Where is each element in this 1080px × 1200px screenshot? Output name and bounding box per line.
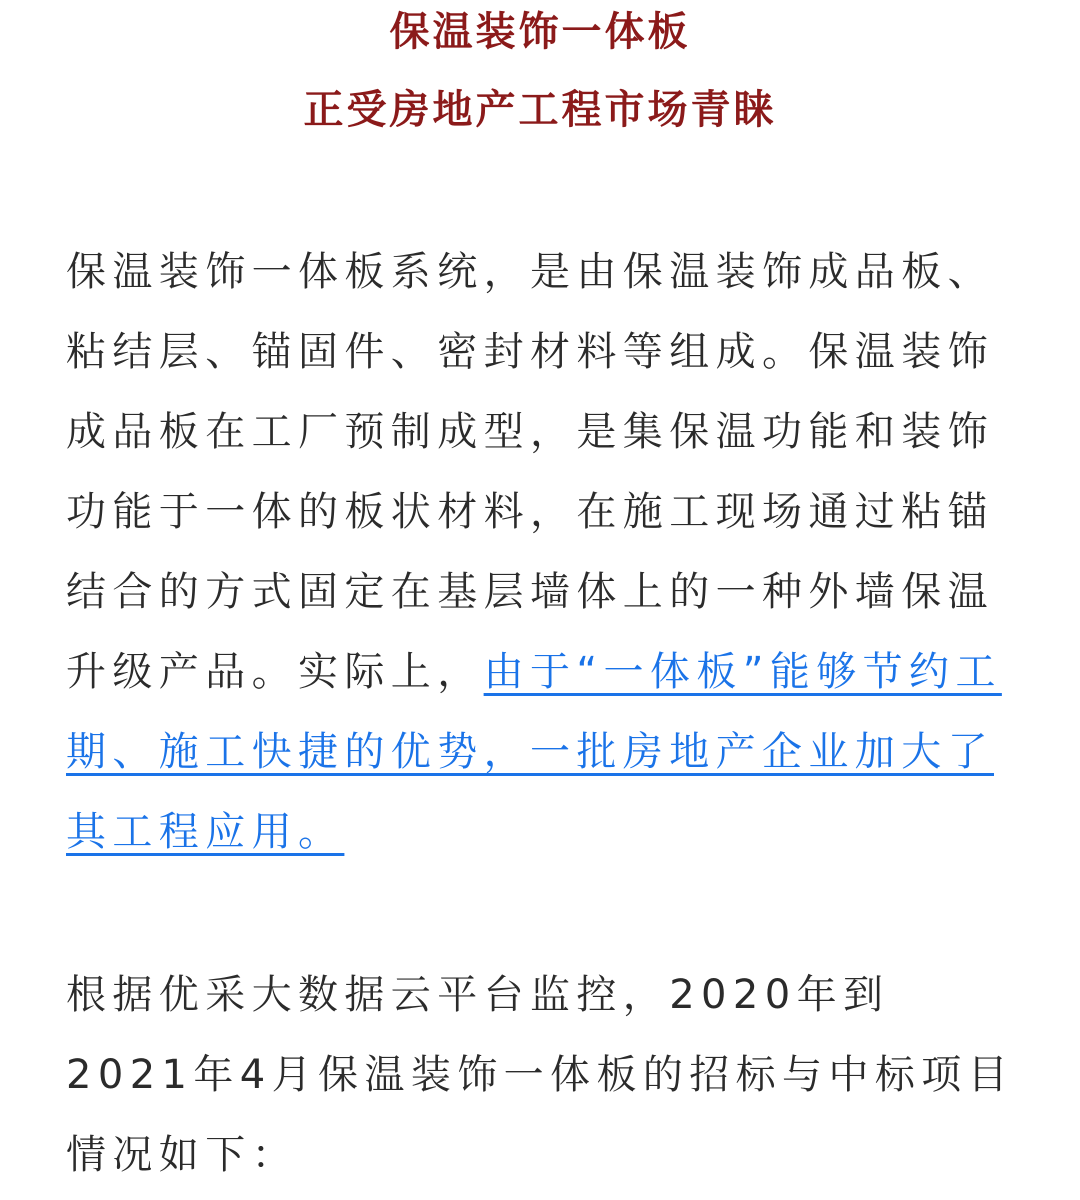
article-title-line-1: 保温装饰一体板 (389, 8, 691, 55)
data-paragraph: 根据优采大数据云平台监控，2020年到2021年4月保温装饰一体板的招标与中标项目情况如下： (66, 972, 1015, 1178)
highlight-link[interactable]: 由于“一体板”能够节约工期、施工快捷的优势，一批房地产企业加大了其工程应用。 (66, 649, 1002, 855)
article-title-line-2: 正受房地产工程市场青睐 (303, 86, 777, 133)
intro-paragraph-text: 保温装饰一体板系统，是由保温装饰成品板、粘结层、锚固件、密封材料等组成。保温装饰成品板在工厂预制成型，是集保温功能和装饰功能于一体的板状材料，在施工现场通过粘锚结合的方式固定在基层墙体上的一种外墙保温升级产品。实际上， (66, 249, 994, 695)
intro-paragraph (66, 232, 1016, 872)
